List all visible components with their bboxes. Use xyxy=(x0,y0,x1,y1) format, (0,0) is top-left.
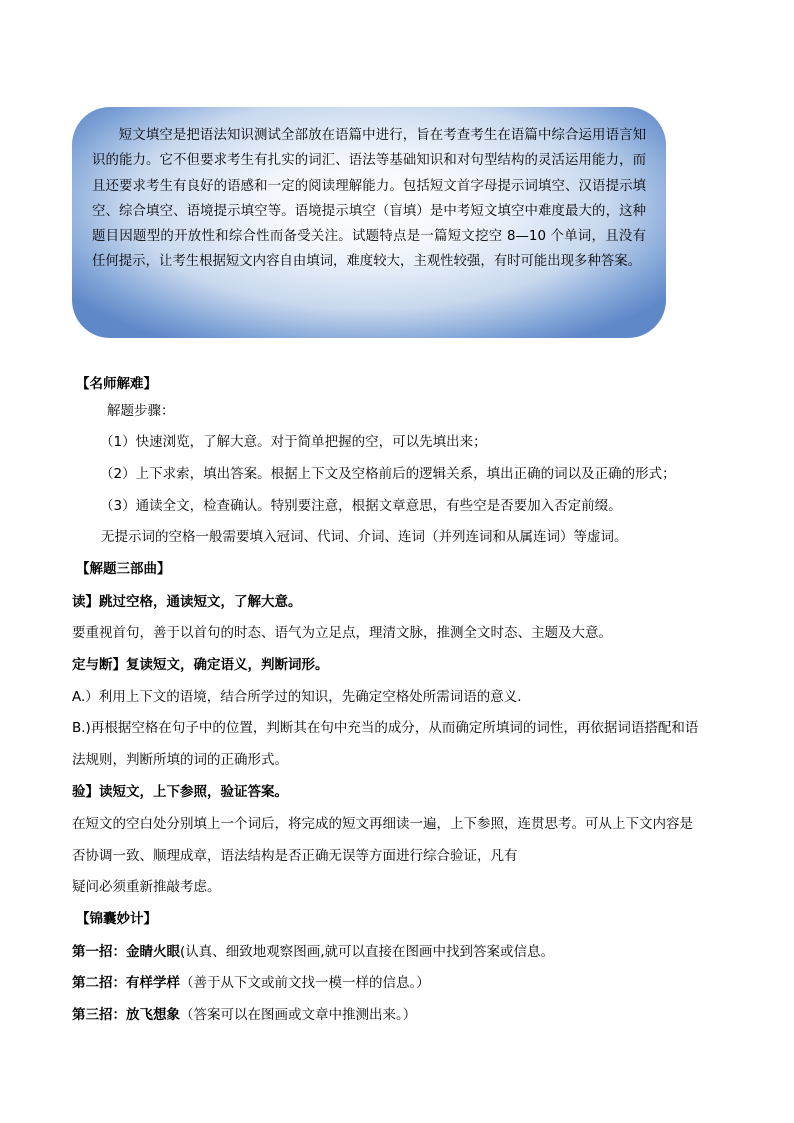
check-title: 验】读短文，上下参照，验证答案。 xyxy=(72,784,288,800)
read-text: 要重视首句，善于以首句的时态、语气为立足点，理清文脉，推测全文时态、主题及大意。 xyxy=(72,625,612,641)
read-title: 读】跳过空格，通读短文，了解大意。 xyxy=(72,594,302,610)
tip-1-title: 第一招：金睛火眼 xyxy=(72,944,180,960)
steps-title: 解题步骤： xyxy=(107,403,175,419)
step-3: （3）通读全文，检查确认。特别要注意，根据文章意思，有些空是否要加入否定前缀。 xyxy=(100,498,622,514)
check-line3: 疑问必须重新推敲考虑。 xyxy=(72,879,221,895)
tip-1-text: (认真、细致地观察图画,就可以直接在图画中找到答案或信息。 xyxy=(180,944,555,960)
judge-b-line1: B.)再根据空格在句子中的位置，判断其在句中充当的成分，从而确定所填词的词性，再依据词语搭配和语 xyxy=(72,720,699,736)
tips-heading: 【锦囊妙计】 xyxy=(76,911,157,927)
step-1: （1）快速浏览，了解大意。对于简单把握的空，可以先填出来； xyxy=(100,434,487,450)
step-2: （2）上下求索，填出答案。根据上下文及空格前后的逻辑关系，填出正确的词以及正确的形式； xyxy=(100,466,676,482)
judge-a: A.）利用上下文的语境，结合所学过的知识，先确定空格处所需词语的意义. xyxy=(72,689,522,705)
check-line2: 否协调一致、顺理成章，语法结构是否正确无误等方面进行综合验证，凡有 xyxy=(72,848,518,864)
intro-text: 短文填空是把语法知识测试全部放在语篇中进行，旨在考查考生在语篇中综合运用语言知识的能力。它不但要求考生有扎实的词汇、语法等基础知识和对句型结构的灵活运用能力，而且还要求考生有良好的语感和一定的阅读理解能力。包括短文首字母提示词填空、汉语提示填空、综合填空、语境提示填空等。语境提示填空（盲填）是中考短文填空中难度最大的，这种题目因题型的开放性和综合性而备受关注。试题特点是一篇短文挖空 8—10 个单词，且没有任何提示，让考生根据短文内容自由填词，难度较大，主观性较强，有时可能出现多种答案。 xyxy=(92,128,646,270)
tip-1 xyxy=(72,940,554,960)
tip-2 xyxy=(72,971,430,991)
three-heading: 【解题三部曲】 xyxy=(76,561,171,577)
tip-3-text: （答案可以在图画或文章中推测出来。） xyxy=(180,1007,417,1023)
judge-title: 定与断】复读短文，确定语义，判断词形。 xyxy=(72,657,329,673)
teacher-note: 无提示词的空格一般需要填入冠词、代词、介词、连词（并列连词和从属连词）等虚词。 xyxy=(101,529,628,545)
tip-2-title: 第二招：有样学样 xyxy=(72,975,180,991)
teacher-heading: 【名师解难】 xyxy=(76,376,157,392)
tip-2-text: （善于从下文或前文找一模一样的信息。） xyxy=(180,975,430,991)
intro-box xyxy=(72,107,666,338)
tip-3-title: 第三招：放飞想象 xyxy=(72,1007,180,1023)
check-line1: 在短文的空白处分别填上一个词后，将完成的短文再细读一遍，上下参照，连贯思考。可从上下文内容是 xyxy=(72,816,693,832)
tip-3 xyxy=(72,1003,416,1023)
judge-b-line2: 法规则，判断所填的词的正确形式。 xyxy=(72,752,288,768)
